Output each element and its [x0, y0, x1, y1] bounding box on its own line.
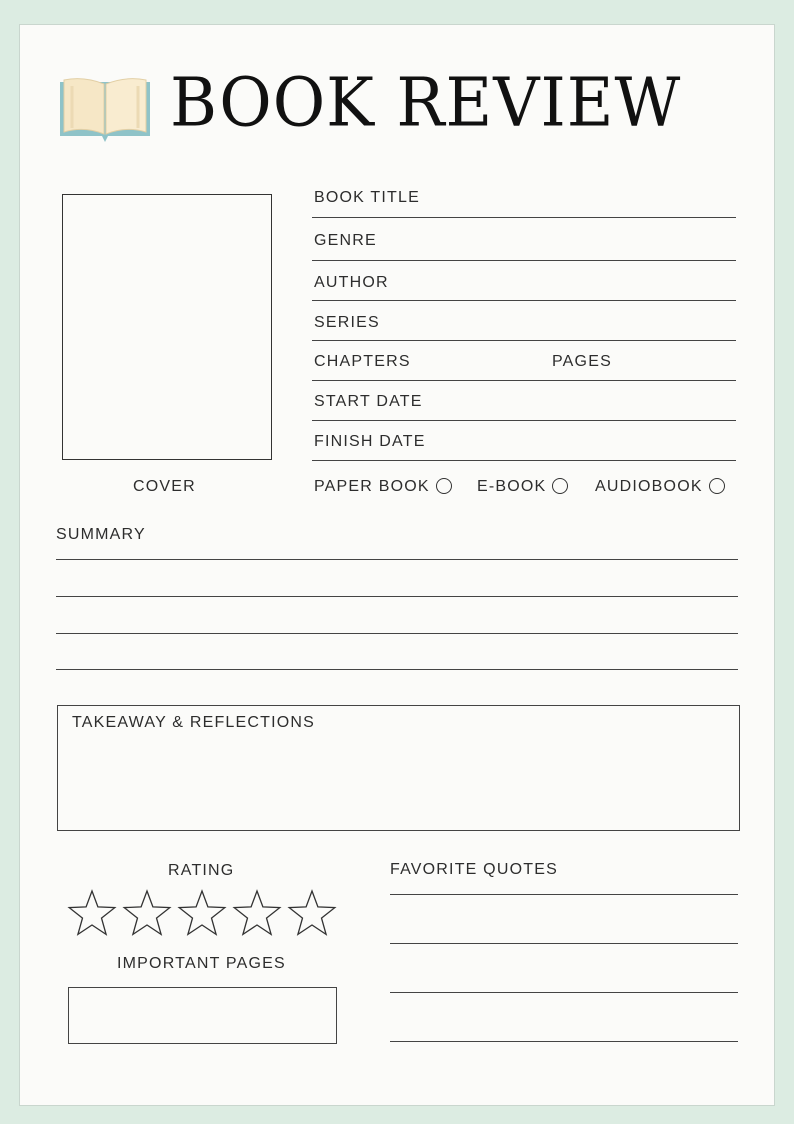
star-icon[interactable] [234, 891, 280, 934]
star-icon[interactable] [289, 891, 335, 934]
series-label: SERIES [314, 314, 380, 331]
pages-label: PAGES [552, 353, 612, 370]
chapters-label: CHAPTERS [314, 353, 411, 370]
book-title-label: BOOK TITLE [314, 189, 420, 206]
summary-line[interactable] [56, 633, 738, 634]
format-option-label: PAPER BOOK [314, 478, 430, 495]
star-icon[interactable] [124, 891, 170, 934]
author-line[interactable] [312, 300, 736, 301]
genre-line[interactable] [312, 260, 736, 261]
star-icon[interactable] [69, 891, 115, 934]
format-option-label: E-BOOK [477, 478, 547, 495]
page-title: BOOK REVIEW [170, 64, 682, 143]
takeaway-label: TAKEAWAY & REFLECTIONS [72, 714, 316, 731]
rating-stars [66, 888, 338, 940]
quote-line[interactable] [390, 1041, 738, 1042]
quote-line[interactable] [390, 894, 738, 895]
important-pages-label: IMPORTANT PAGES [117, 955, 286, 972]
star-icon[interactable] [179, 891, 225, 934]
summary-line[interactable] [56, 596, 738, 597]
favorite-quotes-label: FAVORITE QUOTES [390, 861, 558, 878]
format-option-label: AUDIOBOOK [595, 478, 703, 495]
summary-line[interactable] [56, 559, 738, 560]
quote-line[interactable] [390, 943, 738, 944]
book-title-line[interactable] [312, 217, 736, 218]
radio-audiobook[interactable] [709, 478, 725, 494]
format-option-paper-book[interactable] [314, 478, 452, 496]
rating-label: RATING [168, 862, 235, 879]
cover-box[interactable] [62, 194, 272, 460]
genre-label: GENRE [314, 232, 377, 249]
start-date-label: START DATE [314, 393, 423, 410]
format-option-e-book[interactable] [477, 478, 568, 496]
finish-date-line[interactable] [312, 460, 736, 461]
series-line[interactable] [312, 340, 736, 341]
important-pages-box[interactable] [68, 987, 337, 1044]
summary-label: SUMMARY [56, 526, 146, 543]
format-option-audiobook[interactable] [595, 478, 725, 496]
summary-line[interactable] [56, 669, 738, 670]
radio-paper-book[interactable] [436, 478, 452, 494]
open-book-icon [58, 78, 152, 144]
quote-line[interactable] [390, 992, 738, 993]
finish-date-label: FINISH DATE [314, 433, 426, 450]
radio-e-book[interactable] [552, 478, 568, 494]
start-date-line[interactable] [312, 420, 736, 421]
chapters-pages-line[interactable] [312, 380, 736, 381]
author-label: AUTHOR [314, 274, 389, 291]
cover-label: COVER [133, 478, 196, 495]
